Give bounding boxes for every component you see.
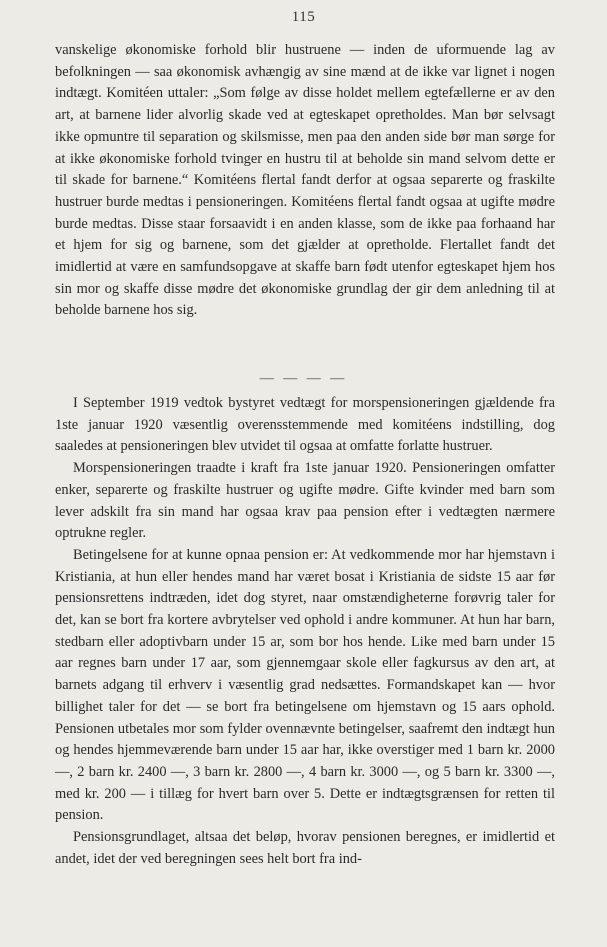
section-separator: — — — — <box>259 371 348 386</box>
text-block-top <box>55 40 555 322</box>
page-number: 115 <box>291 9 316 25</box>
paragraph: vanskelige økonomiske forhold blir hustruene — inden de uformuende lag av befolkningen — saa økonomisk avhængig av sine mænd at de ikke var lignet i nogen indtægt. Komitéen uttaler: „Som følge av disse holdet mellem egtefællerne er av den art, at barnene lider alvorlig skade ved at egteskapet opretholdes. Man bør selvsagt ikke opmuntre til separation og skilsmisse, men paa den anden side bør man sørge for at ikke økonomiske forhold tvinger en hustru til at beholde sin mand selvom dette er til skade for barnene.“ Komitéens flertal fandt derfor at ogsaa separerte og fraskilte hustruer burde medtas i pensioneringen. Komitéens flertal fandt ogsaa at ugifte mødre burde medtas. Disse staar forsaavidt i en anden klasse, som de ikke paa forhaand har et hjem for sig og barnene, som det gjælder at opretholde. Flertallet fandt det imidlertid at være en samfundsopgave at skaffe barn født utenfor egteskapet hjem hos sin mor og skaffe disse mødre det økonomiske grundlag der gir dem anledning til at beholde barnene hos sig. <box>55 42 555 319</box>
paragraph: Morspensioneringen traadte i kraft fra 1ste januar 1920. Pensioneringen omfatter enker, separerte og fraskilte hustruer og ugifte mødre. Gifte kvinder med barn som lever adskilt fra sin mand har ogsaa krav paa pension efter i vedtægten nærmere optrukne regler. <box>55 460 555 542</box>
paragraph: I September 1919 vedtok bystyret vedtægt for morspensioneringen gjældende fra 1ste januar 1920 væsentlig overensstemmende med komitéens indstilling, dog saaledes at pensioneringen blev utvidet til ogsaa at omfatte forlatte hustruer. <box>55 395 555 455</box>
text-block-bottom <box>55 393 555 870</box>
paragraph: Betingelsene for at kunne opnaa pension er: At vedkommende mor har hjemstavn i Kristiania, at hun eller hendes mand har været bosat i Kristiania de sidste 15 aar før pensionsrettens indtræden, idet dog styret, naar omstændigheterne forøvrig taler for det, kan se bort fra kortere avbrytelser ved ophold i andre kommuner. At hun har barn, stedbarn eller adoptivbarn under 15 ar, som bor hos hende. Like med barn under 15 aar regnes barn under 17 aar, som gjennemgaar skole eller fagkursus av den art, at barnets adgang til erhverv i væsentlig grad nedsættes. Formandskapet kan — hvor billighet taler for det — se bort fra betingelsene om hjemstavn og 15 aars ophold. Pensionen utbetales mor som fylder ovennævnte betingelser, saafremt den indtægt hun og hendes hjemmeværende barn under 15 aar har, ikke overstiger med 1 barn kr. 2000 —, 2 barn kr. 2400 —, 3 barn kr. 2800 —, 4 barn kr. 3000 —, og 5 barn kr. 3300 —, med kr. 200 — i tillæg for hvert barn over 5. Dette er indtægtsgrænsen for retten til pension. <box>55 546 555 824</box>
paragraph: Pensionsgrundlaget, altsaa det beløp, hvorav pensionen beregnes, er imidlertid et andet, idet der ved beregningen sees helt bort fra ind- <box>55 829 555 867</box>
